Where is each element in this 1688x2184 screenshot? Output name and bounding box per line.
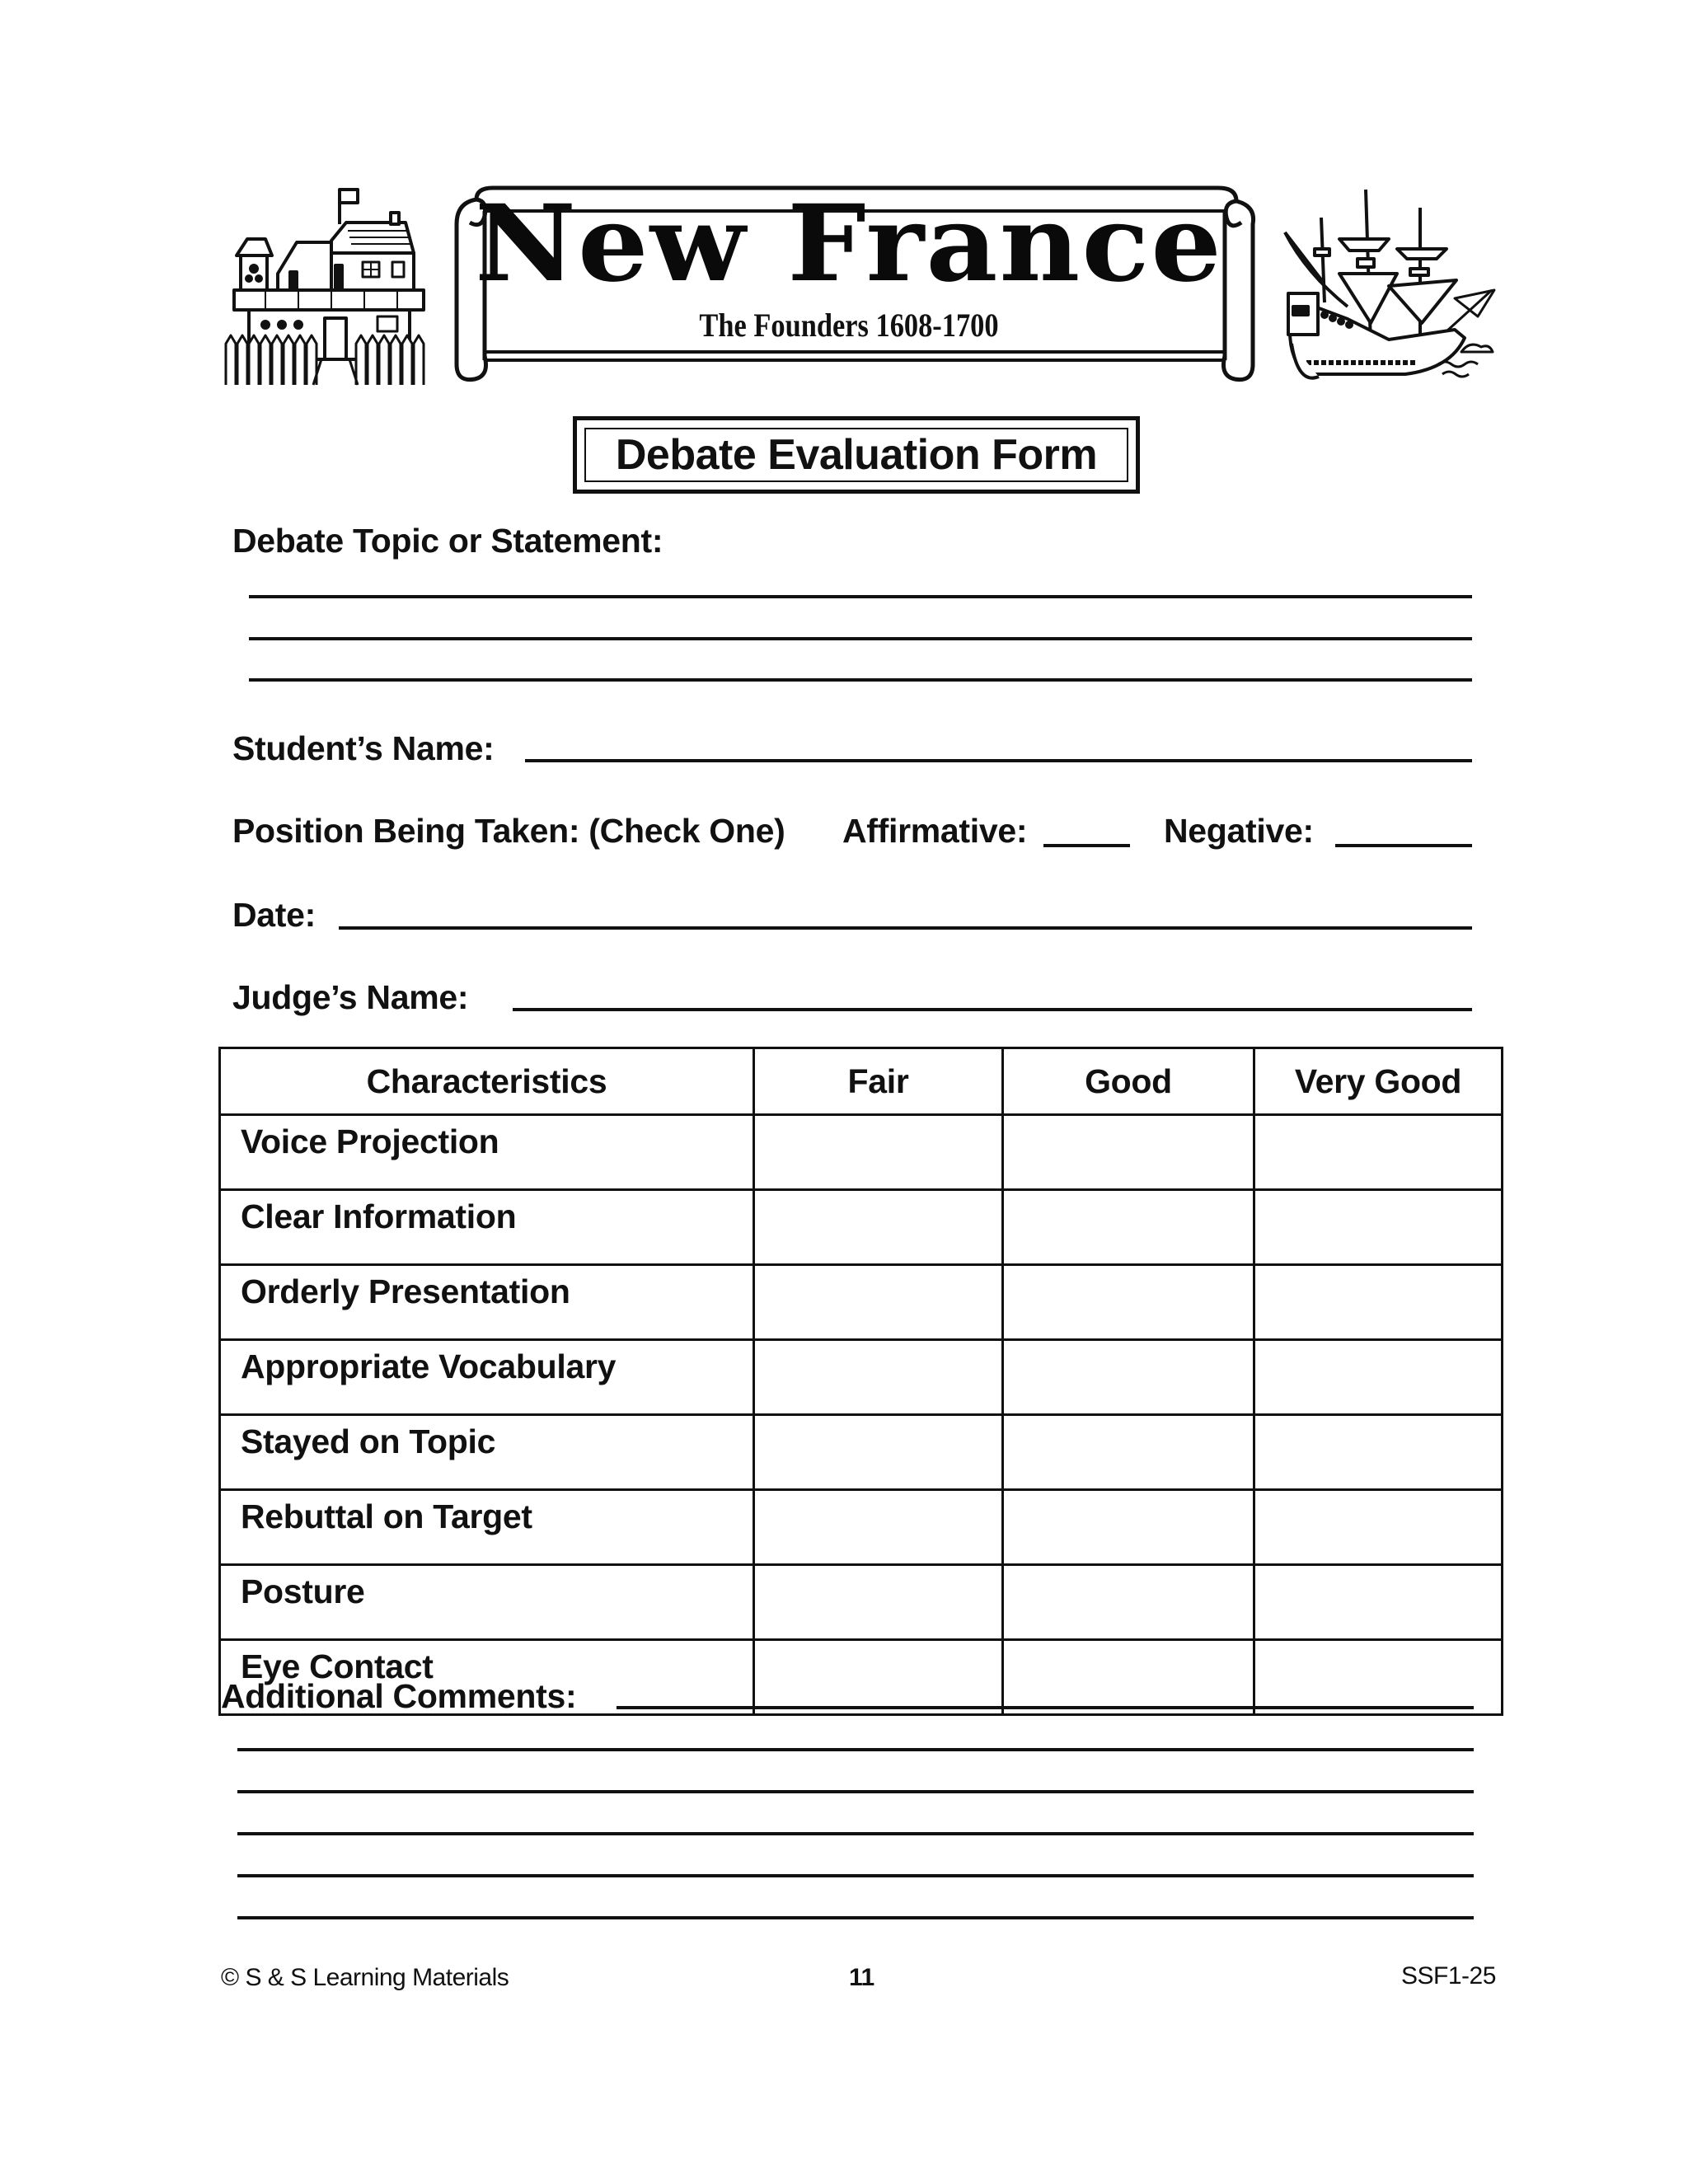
table-row: [220, 1490, 1503, 1565]
rating-cell-fair[interactable]: [754, 1340, 1003, 1415]
rating-cell-fair[interactable]: [754, 1115, 1003, 1190]
characteristic-label: Posture: [220, 1565, 754, 1640]
rating-cell-very-good[interactable]: [1254, 1415, 1503, 1490]
rating-cell-fair[interactable]: [754, 1490, 1003, 1565]
table-row: [220, 1415, 1503, 1490]
page-subtitle: The Founders 1608-1700: [699, 307, 999, 344]
fort-house-icon: [216, 183, 437, 387]
table-row: [220, 1565, 1503, 1640]
rating-cell-very-good[interactable]: [1254, 1265, 1503, 1340]
characteristic-label: Eye Contact: [220, 1640, 754, 1715]
judge-name-label: Judge’s Name:: [232, 978, 469, 1016]
rating-cell-good[interactable]: [1003, 1265, 1254, 1340]
date-field[interactable]: [339, 926, 1472, 930]
student-name-label: Student’s Name:: [232, 729, 495, 767]
student-name-field[interactable]: [525, 759, 1472, 762]
sailing-ship-icon: [1273, 183, 1508, 389]
characteristic-label: Stayed on Topic: [220, 1415, 754, 1490]
topic-line-1[interactable]: [249, 595, 1472, 598]
rating-cell-good[interactable]: [1003, 1190, 1254, 1265]
characteristic-label: Appropriate Vocabulary: [220, 1340, 754, 1415]
characteristic-label: Clear Information: [220, 1190, 754, 1265]
additional-comments-label: Additional Comments:: [221, 1677, 577, 1715]
page-number: 11: [849, 1964, 874, 1991]
rating-cell-fair[interactable]: [754, 1265, 1003, 1340]
rating-cell-very-good[interactable]: [1254, 1340, 1503, 1415]
characteristic-label: Voice Projection: [220, 1115, 754, 1190]
position-label: Position Being Taken: (Check One): [232, 812, 785, 850]
table-row: [220, 1265, 1503, 1340]
date-label: Date:: [232, 896, 316, 934]
rating-cell-fair[interactable]: [754, 1565, 1003, 1640]
copyright-text: © S & S Learning Materials: [221, 1964, 509, 1991]
rating-cell-very-good[interactable]: [1254, 1640, 1503, 1715]
rating-cell-very-good[interactable]: [1254, 1490, 1503, 1565]
header-very-good: Very Good: [1254, 1048, 1503, 1115]
rating-cell-good[interactable]: [1003, 1565, 1254, 1640]
comments-line-4[interactable]: [237, 1832, 1474, 1835]
header-fair: Fair: [754, 1048, 1003, 1115]
header-characteristics: Characteristics: [220, 1048, 754, 1115]
form-title: Debate Evaluation Form: [615, 431, 1098, 479]
characteristic-label: Orderly Presentation: [220, 1265, 754, 1340]
topic-label: Debate Topic or Statement:: [232, 522, 663, 560]
rating-cell-good[interactable]: [1003, 1115, 1254, 1190]
table-row: [220, 1115, 1503, 1190]
affirmative-checkbox-field[interactable]: [1043, 844, 1130, 847]
affirmative-label: Affirmative:: [842, 812, 1028, 850]
judge-name-field[interactable]: [513, 1008, 1472, 1011]
topic-line-3[interactable]: [249, 678, 1472, 682]
rating-cell-fair[interactable]: [754, 1415, 1003, 1490]
negative-label: Negative:: [1164, 812, 1314, 850]
header-good: Good: [1003, 1048, 1254, 1115]
characteristic-label: Rebuttal on Target: [220, 1490, 754, 1565]
comments-line-5[interactable]: [237, 1874, 1474, 1877]
topic-line-2[interactable]: [249, 637, 1472, 640]
rating-cell-good[interactable]: [1003, 1415, 1254, 1490]
rating-cell-very-good[interactable]: [1254, 1190, 1503, 1265]
rating-cell-fair[interactable]: [754, 1640, 1003, 1715]
rating-cell-good[interactable]: [1003, 1640, 1254, 1715]
rating-cell-fair[interactable]: [754, 1190, 1003, 1265]
rating-cell-very-good[interactable]: [1254, 1565, 1503, 1640]
comments-line-3[interactable]: [237, 1790, 1474, 1793]
table-row: [220, 1340, 1503, 1415]
rating-cell-good[interactable]: [1003, 1340, 1254, 1415]
table-header-row: [220, 1048, 1503, 1115]
rating-cell-very-good[interactable]: [1254, 1115, 1503, 1190]
comments-line-6[interactable]: [237, 1916, 1474, 1919]
product-code: SSF1-25: [1401, 1962, 1496, 1990]
rating-cell-good[interactable]: [1003, 1490, 1254, 1565]
table-row: [220, 1190, 1503, 1265]
comments-line-2[interactable]: [237, 1748, 1474, 1751]
form-title-box: [573, 416, 1140, 494]
evaluation-table: [218, 1047, 1503, 1716]
comments-line-1[interactable]: [617, 1706, 1474, 1709]
negative-checkbox-field[interactable]: [1335, 844, 1472, 847]
page-title: New France: [475, 182, 1223, 306]
